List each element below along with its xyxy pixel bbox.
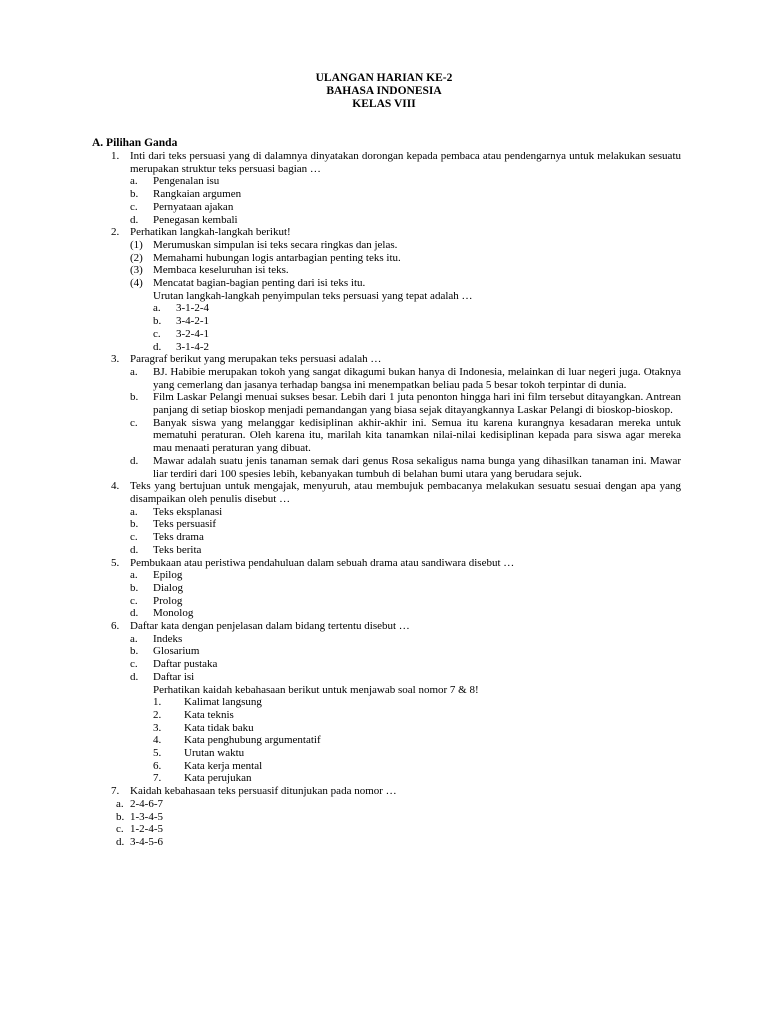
option-item: c. Daftar pustaka — [130, 658, 218, 671]
exam-header — [0, 72, 768, 111]
step-item: (4) Mencatat bagian-bagian penting dari isi teks itu. — [130, 277, 366, 290]
question-7-options — [116, 798, 681, 849]
question-text: Paragraf berikut yang merupakan teks persuasi adalah … — [130, 353, 382, 366]
option-item: a. 2-4-6-7 — [116, 797, 163, 810]
question-number: 4. — [111, 480, 120, 493]
exam-subject: BAHASA INDONESIA — [326, 85, 442, 97]
kaidah-item: 1. Kalimat langsung — [153, 696, 262, 709]
question-1-options — [130, 175, 681, 226]
option-item: c. 1-2-4-5 — [116, 823, 163, 836]
kaidah-item: 6. Kata kerja mental — [153, 759, 263, 772]
question-number: 5. — [111, 556, 120, 569]
option-item: d. Monolog — [130, 607, 194, 620]
question-1 — [111, 150, 681, 175]
step-item: (3) Membaca keseluruhan isi teks. — [130, 264, 289, 277]
question-number: 6. — [111, 620, 120, 633]
question-2-prompt: Urutan langkah-langkah penyimpulan teks persuasi yang tepat adalah … — [153, 289, 473, 302]
question-number: 3. — [111, 353, 120, 366]
question-text: Kaidah kebahasaan teks persuasif ditunjukan pada nomor … — [130, 785, 397, 798]
option-item: c. Banyak siswa yang melanggar kedisiplinan akhir-akhir ini. Semua itu karena kurangnya kesadaran mereka untuk mematuhi peraturan. Oleh karena itu, marilah kita tanamkan nilai-nilai kedisiplinan kepada para siswa agar mereka mau menaati peraturan yang dibuat. — [130, 416, 681, 455]
option-item: b. Dialog — [130, 581, 183, 594]
question-6 — [111, 620, 681, 633]
question-number: 2. — [111, 226, 120, 239]
question-3 — [111, 353, 681, 366]
question-number: 7. — [111, 785, 120, 798]
option-item: a. Pengenalan isu — [130, 175, 220, 188]
question-text: Teks yang bertujuan untuk mengajak, menyuruh, atau membujuk pembacanya melakukan sesuatu sesuai dengan apa yang disampaikan oleh penulis disebut … — [130, 480, 681, 505]
kaidah-item: 5. Urutan waktu — [153, 747, 245, 760]
option-item: d. Penegasan kembali — [130, 213, 238, 226]
question-6-options — [130, 633, 681, 684]
option-item: a. BJ. Habibie merupakan tokoh yang sangat dikagumi bukan hanya di Indonesia, melainkan di luar negeri juga. Otaknya yang cemerlang dan jasanya terhadap bangsa ini menempatkan beliau pada 5 besar tokoh terpintar di dunia. — [130, 365, 681, 391]
option-item: d. Daftar isi — [130, 670, 195, 683]
option-item: c. Prolog — [130, 594, 183, 607]
step-item: (2) Memahami hubungan logis antarbagian penting teks itu. — [130, 251, 401, 264]
question-4 — [111, 480, 681, 505]
option-item: b. Film Laskar Pelangi menuai sukses besar. Lebih dari 1 juta penonton hingga hari ini film tersebut ditayangkan. Antrean panjang di setiap bioskop menjadi pemandangan yang biasa sejak ditayangkannya Laskar Pelangi di bioskop-bioskop. — [130, 391, 681, 417]
step-item: (1) Merumuskan simpulan isi teks secara ringkas dan jelas. — [130, 238, 398, 251]
option-item: c. 3-2-4-1 — [153, 327, 209, 340]
kaidah-item: 7. Kata perujukan — [153, 772, 252, 785]
question-5-options — [130, 569, 681, 620]
option-item: a. Teks eksplanasi — [130, 505, 223, 518]
option-item: b. 3-4-2-1 — [153, 315, 209, 328]
question-text: Pembukaan atau peristiwa pendahuluan dalam sebuah drama atau sandiwara disebut … — [130, 556, 515, 569]
option-item: d. Mawar adalah suatu jenis tanaman semak dari genus Rosa sekaligus nama bunga yang dihasilkan tanaman ini. Mawar liar terdiri dari 100 spesies lebih, kebanyakan tumbuh di belahan bumi utara yang berudara sejuk. — [130, 454, 681, 480]
question-5 — [111, 557, 681, 570]
option-item: c. Teks drama — [130, 531, 204, 544]
kaidah-item: 4. Kata penghubung argumentatif — [153, 734, 321, 747]
question-2-options — [153, 302, 681, 353]
option-item: a. Epilog — [130, 569, 183, 582]
option-item: b. 1-3-4-5 — [116, 810, 163, 823]
option-item: b. Teks persuasif — [130, 518, 217, 531]
instruction-note: Perhatikan kaidah kebahasaan berikut untuk menjawab soal nomor 7 & 8! — [153, 683, 479, 696]
question-4-options — [130, 506, 681, 557]
kaidah-item: 2. Kata teknis — [153, 708, 234, 721]
option-item: c. Pernyataan ajakan — [130, 200, 234, 213]
question-text: Perhatikan langkah-langkah berikut! — [130, 226, 291, 239]
option-item: d. Teks berita — [130, 543, 202, 556]
section-heading: A. Pilihan Ganda — [92, 137, 178, 149]
question-list — [111, 150, 681, 849]
option-item: d. 3-4-5-6 — [116, 835, 163, 848]
question-text: Inti dari teks persuasi yang di dalamnya dinyatakan dorongan kepada pembaca atau pendengarnya untuk melakukan sesuatu merupakan struktur teks persuasi bagian … — [130, 150, 681, 175]
question-7 — [111, 785, 681, 798]
question-text: Daftar kata dengan penjelasan dalam bidang tertentu disebut … — [130, 620, 410, 633]
question-2 — [111, 226, 681, 239]
kaidah-list — [153, 696, 681, 785]
option-item: a. 3-1-2-4 — [153, 302, 209, 315]
option-item: a. Indeks — [130, 632, 183, 645]
question-number: 1. — [111, 150, 120, 162]
option-item: d. 3-1-4-2 — [153, 340, 209, 353]
option-item: b. Glosarium — [130, 645, 200, 658]
exam-title: ULANGAN HARIAN KE-2 — [315, 72, 453, 84]
question-3-options — [130, 366, 681, 480]
kaidah-item: 3. Kata tidak baku — [153, 721, 254, 734]
question-2-steps — [130, 239, 681, 290]
option-item: b. Rangkaian argumen — [130, 188, 242, 201]
exam-class: KELAS VIII — [352, 98, 416, 110]
